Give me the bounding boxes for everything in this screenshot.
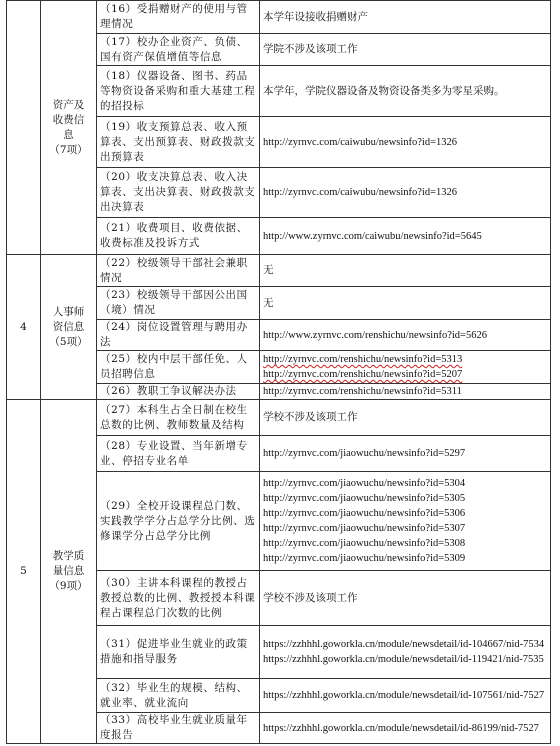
info-cell [260, 351, 551, 384]
info-link[interactable]: http://zyrnvc.com/renshichu/newsinfo?id=5313 [263, 354, 463, 365]
item-cell: （20）收支决算总表、收入决算表、支出决算表、财政拨款支出决算表 [97, 168, 260, 218]
item-cell: （31）促进毕业生就业的政策措施和指导服务 [97, 626, 260, 679]
info-link[interactable]: https://zzhhhl.goworkla.cn/module/newsdetail/id-104667/nid-7534 [263, 639, 545, 650]
info-link[interactable]: https://zzhhhl.goworkla.cn/module/newsdetail/id-107561/nid-7527 [263, 690, 545, 701]
item-cell: （30）主讲本科课程的教授占教授总数的比例、教授授本科课程占课程总门次数的比例 [97, 571, 260, 626]
info-cell [260, 117, 551, 168]
item-cell: （17）校办企业资产、负债、国有资产保值增值等信息 [97, 34, 260, 66]
item-cell: （23）校级领导干部因公出国（境）情况 [97, 287, 260, 320]
item-cell: （33）高校毕业生就业质量年度报告 [97, 713, 260, 744]
item-cell: （29）全校开设课程总门数、实践教学学分占总学分比例、选修课学分占总学分比例 [97, 472, 260, 571]
info-cell [260, 320, 551, 351]
info-link[interactable]: https://zzhhhl.goworkla.cn/module/newsdetail/id-119421/nid-7535 [263, 654, 544, 665]
group-category: 人事师 资信息 （5项） [41, 255, 97, 400]
table-row [7, 1, 551, 34]
item-cell: （28）专业设置、当年新增专业、停招专业名单 [97, 436, 260, 472]
item-cell: （24）岗位设置管理与聘用办法 [97, 320, 260, 351]
info-cell: 无 [260, 255, 551, 287]
info-cell [260, 679, 551, 713]
info-link[interactable]: http://zyrnvc.com/jiaowuchu/newsinfo?id=5304 [263, 478, 466, 489]
group-number [7, 1, 41, 255]
info-link[interactable]: http://zyrnvc.com/jiaowuchu/newsinfo?id=5308 [263, 538, 466, 549]
info-cell: 无 [260, 287, 551, 320]
item-cell: （19）收支预算总表、收入预算表、支出预算表、财政拨款支出预算表 [97, 117, 260, 168]
info-link[interactable]: http://zyrnvc.com/caiwubu/newsinfo?id=1326 [263, 136, 458, 148]
info-cell [260, 384, 551, 400]
group-category: 教学质 量信息 （9项） [41, 400, 97, 744]
info-cell: 本学年，学院仪器设备及物资设备类多为零星采购。 [260, 66, 551, 117]
table-row [7, 255, 551, 287]
info-link[interactable]: http://www.zyrnvc.com/renshichu/newsinfo?id=5626 [263, 329, 487, 341]
info-link[interactable]: http://zyrnvc.com/jiaowuchu/newsinfo?id=5297 [263, 448, 466, 459]
info-link[interactable]: http://zyrnvc.com/jiaowuchu/newsinfo?id=5305 [263, 493, 466, 504]
info-cell [260, 168, 551, 218]
info-link[interactable]: http://zyrnvc.com/jiaowuchu/newsinfo?id=5309 [263, 553, 466, 564]
disclosure-table [6, 0, 551, 744]
item-cell: （26）教职工争议解决办法 [97, 384, 260, 400]
group-number: 5 [7, 400, 41, 744]
info-cell: 本学年设接收捐赠财产 [260, 1, 551, 34]
info-cell: 学院不涉及该项工作 [260, 34, 551, 66]
item-cell: （27）本科生占全日制在校生总数的比例、教师数量及结构 [97, 400, 260, 436]
item-cell: （18）仪器设备、图书、药品等物资设备采购和重大基建工程的招投标 [97, 66, 260, 117]
info-link[interactable]: http://zyrnvc.com/jiaowuchu/newsinfo?id=5306 [263, 508, 466, 519]
info-link[interactable]: http://zyrnvc.com/renshichu/newsinfo?id=5207 [263, 369, 463, 380]
group-category: 资产及 收费信 息 （7项） [41, 1, 97, 255]
info-link[interactable]: http://zyrnvc.com/jiaowuchu/newsinfo?id=5307 [263, 523, 466, 534]
info-link[interactable]: http://zyrnvc.com/renshichu/newsinfo?id=5311 [263, 386, 462, 397]
info-link[interactable]: http://zyrnvc.com/caiwubu/newsinfo?id=1326 [263, 187, 458, 198]
info-cell [260, 436, 551, 472]
info-cell: 学校不涉及该项工作 [260, 571, 551, 626]
item-cell: （32）毕业生的规模、结构、就业率、就业流向 [97, 679, 260, 713]
info-cell [260, 713, 551, 744]
item-cell: （16）受捐赠财产的使用与管理情况 [97, 1, 260, 34]
info-cell [260, 626, 551, 679]
info-link[interactable]: https://zzhhhl.goworkla.cn/module/newsdetail/id-86199/nid-7527 [263, 722, 539, 734]
info-cell [260, 472, 551, 571]
table-row [7, 400, 551, 436]
info-cell: 学校不涉及该项工作 [260, 400, 551, 436]
item-cell: （25）校内中层干部任免、人员招聘信息 [97, 351, 260, 384]
info-link[interactable]: http://www.zyrnvc.com/caiwubu/newsinfo?id=5645 [263, 230, 482, 242]
item-cell: （21）收费项目、收费依据、收费标准及投诉方式 [97, 218, 260, 255]
group-number: 4 [7, 255, 41, 400]
info-cell [260, 218, 551, 255]
item-cell: （22）校级领导干部社会兼职情况 [97, 255, 260, 287]
